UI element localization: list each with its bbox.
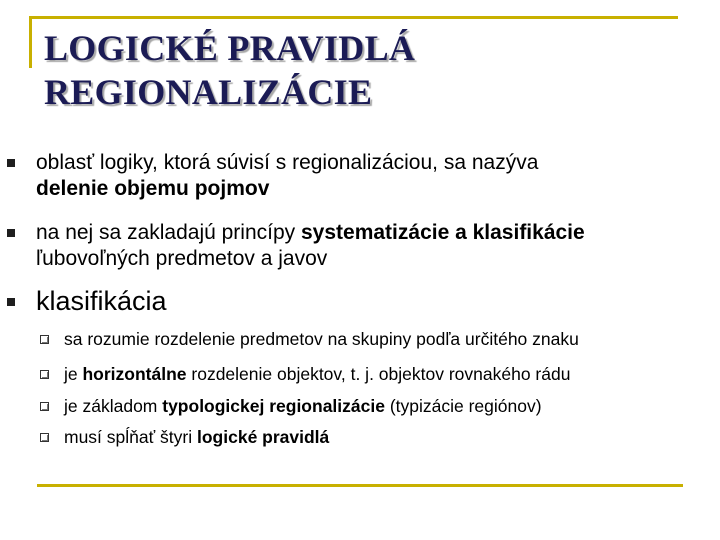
sub-bullet-4-bold: logické pravidlá [197,427,330,447]
square-bullet-icon [7,229,15,237]
sub-bullet-2-bold: horizontálne [82,364,187,384]
hollow-square-bullet-icon [40,402,49,411]
bullet-2-text: na nej sa zakladajú princípy [36,221,301,244]
title-frame-left-line [29,16,32,68]
hollow-square-bullet-icon [40,433,49,442]
bullet-2-bold-term: systematizácie a klasifikácie [301,221,585,244]
bullet-1-line-2 [36,176,269,201]
title-frame-top-line [29,16,678,19]
square-bullet-icon [7,298,15,306]
bullet-1-bold-term: delenie objemu pojmov [36,177,270,200]
slide-title [44,26,415,114]
sub-bullet-3-text: je základom [64,396,163,416]
sub-bullet-1-text: sa rozumie rozdelenie predmetov na skupiny podľa určitého znaku [64,329,579,349]
sub-bullet-2-text: je [64,364,83,384]
hollow-square-bullet-icon [40,370,49,379]
sub-bullet-4 [64,426,329,448]
bullet-3-heading: klasifikácia [36,286,167,316]
title-line-2: REGIONALIZÁCIE [44,72,373,112]
sub-bullet-3-tail: (typizácie regiónov) [384,396,542,416]
sub-bullet-1 [64,328,579,350]
bullet-1-line-1: oblasť logiky, ktorá súvisí s regionalizáciou, sa nazýva [36,151,539,174]
hollow-square-bullet-icon [40,335,49,344]
title-line-1: LOGICKÉ PRAVIDLÁ [44,28,416,68]
sub-bullet-3-bold: typologickej regionalizácie [162,396,385,416]
bottom-divider-line [37,484,683,487]
sub-bullet-2 [64,363,570,385]
bullet-2-line-2: ľubovoľných predmetov a javov [36,247,328,270]
bullet-2-line-1 [36,220,585,245]
square-bullet-icon [7,159,15,167]
sub-bullet-4-text: musí spĺňať štyri [64,427,197,447]
sub-bullet-2-tail: rozdelenie objektov, t. j. objektov rovnakého rádu [186,364,571,384]
sub-bullet-3 [64,395,542,417]
